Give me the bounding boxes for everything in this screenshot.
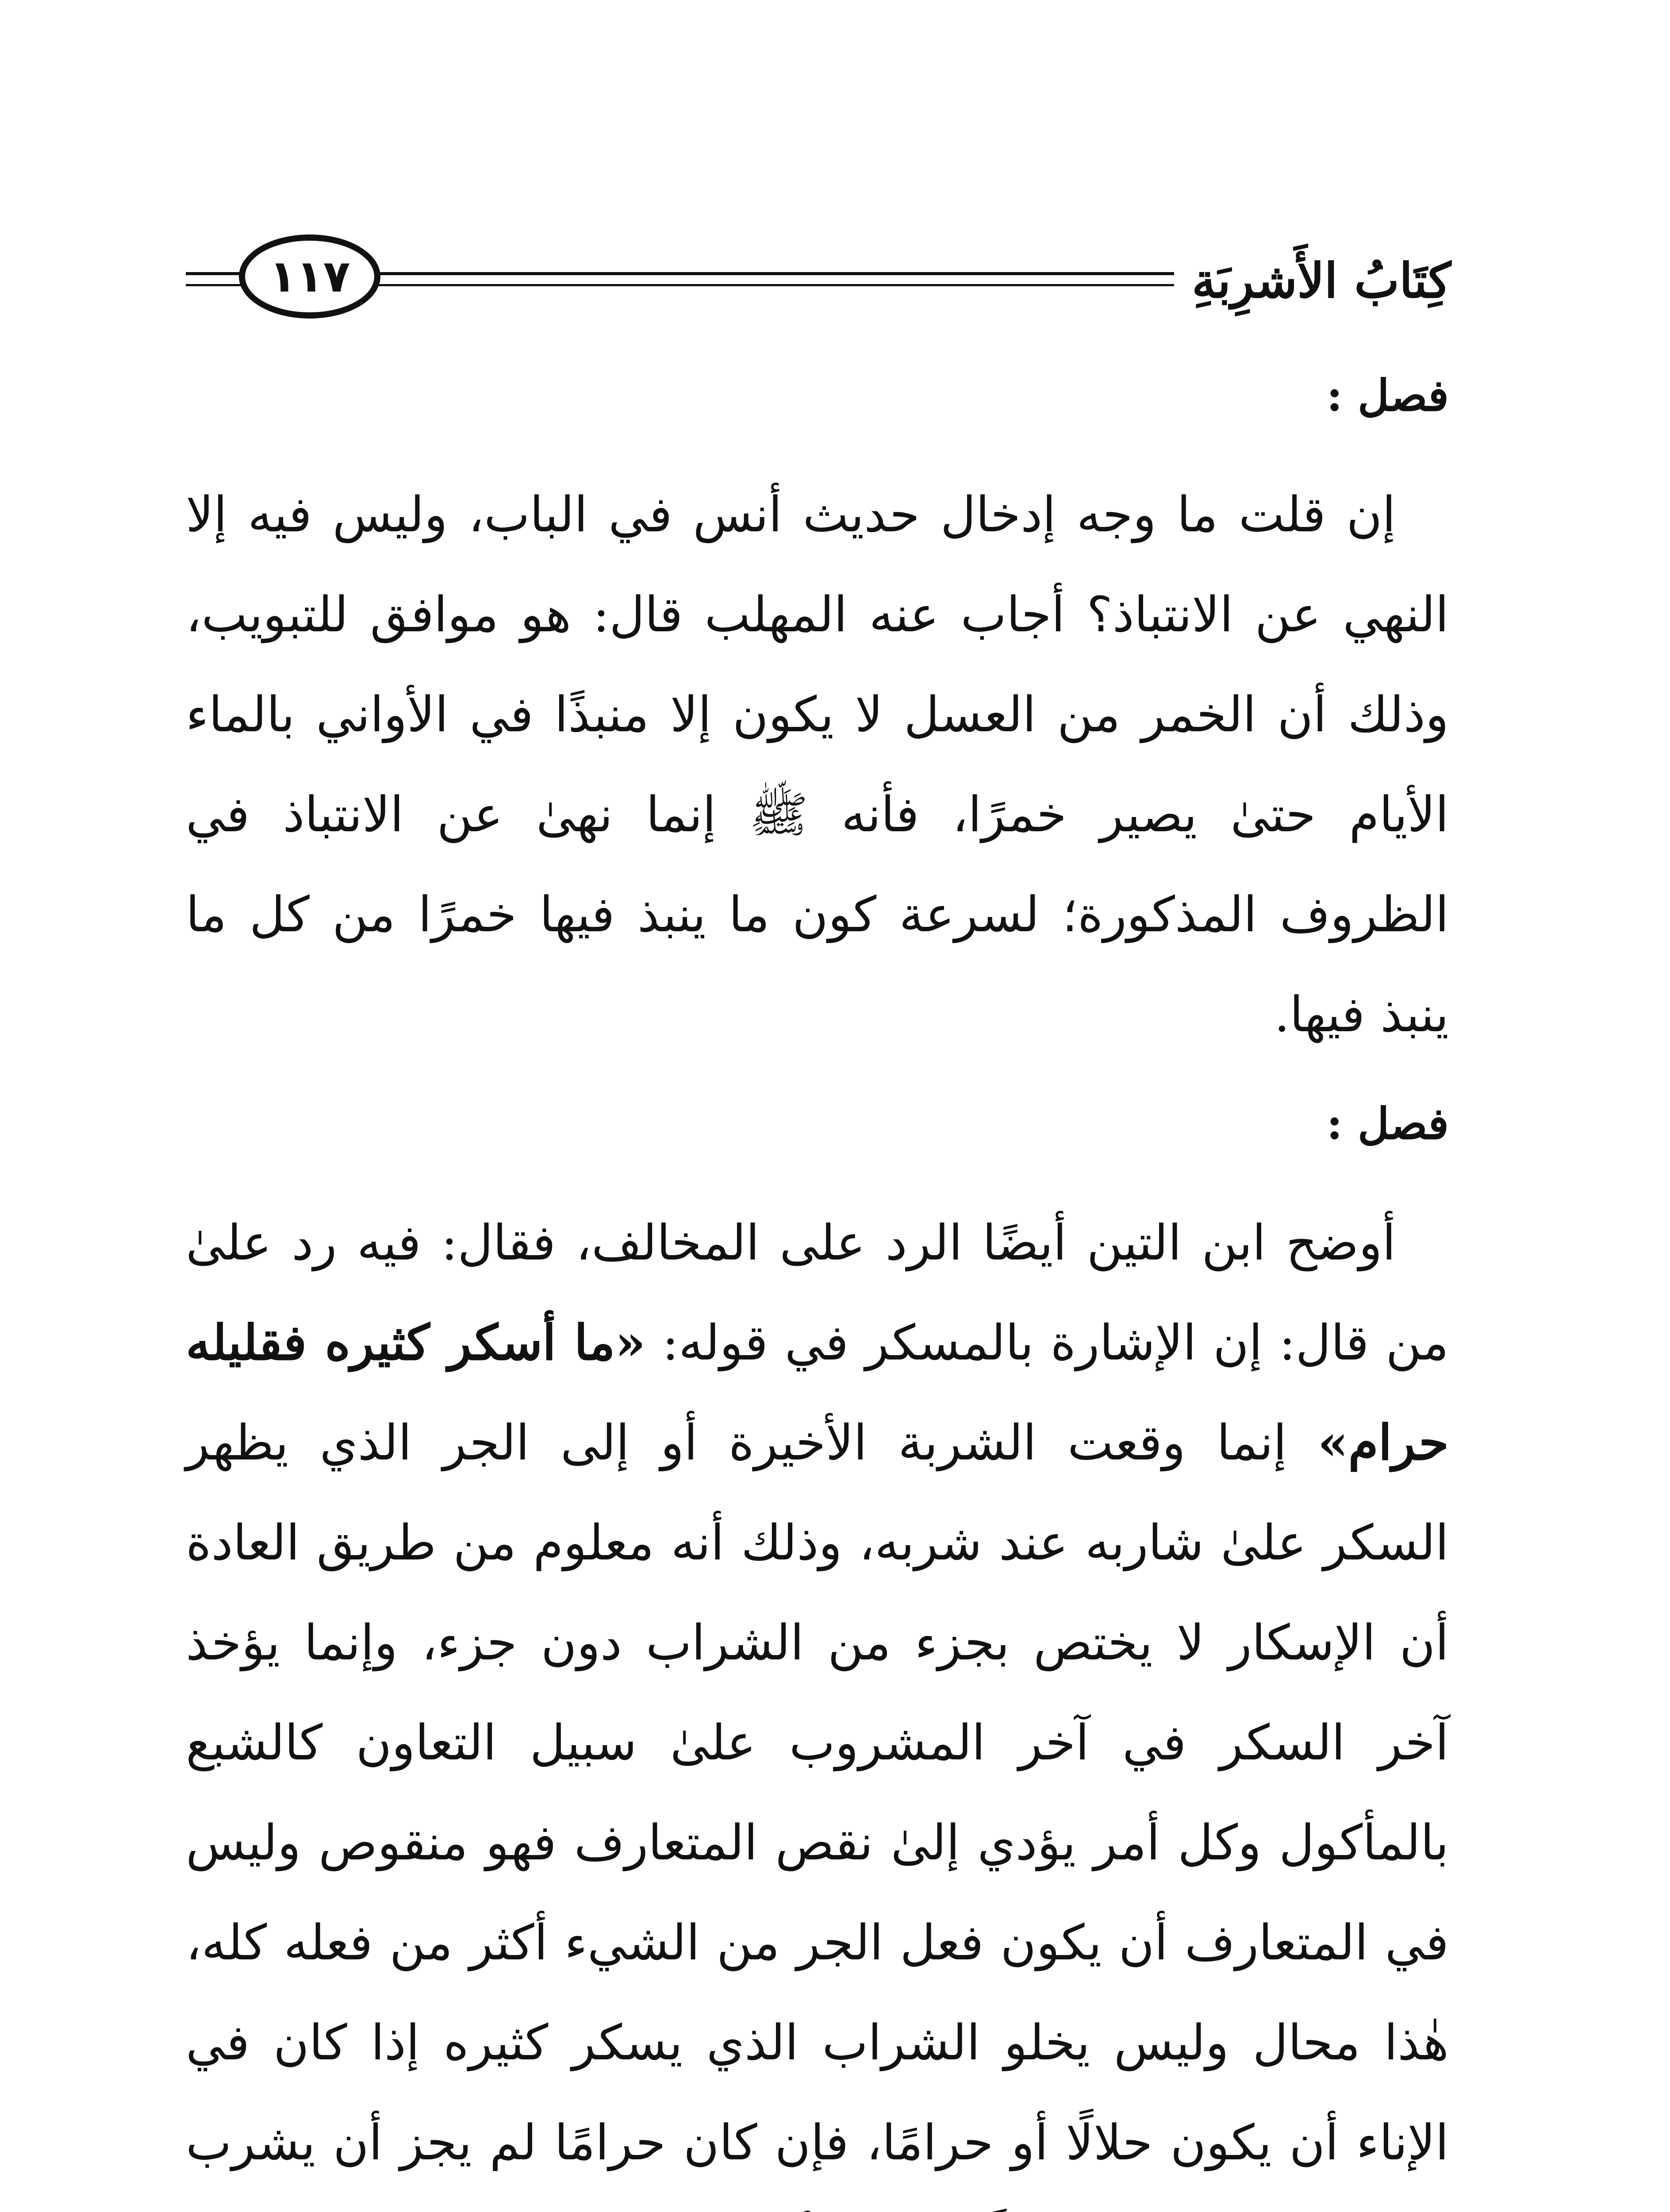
paragraph <box>186 465 1449 1064</box>
paragraph <box>186 1193 1449 2212</box>
page-number-badge <box>239 234 380 319</box>
section-heading: فصل : <box>1326 370 1449 421</box>
page-body <box>186 363 1449 2212</box>
section-heading: فصل : <box>1326 1098 1449 1149</box>
paragraph-text: إن قلت ما وجه إدخال حديث أنس في الباب، وليس فيه إلا النهي عن الانتباذ؟ أجاب عنه المهلب قال: هو موافق للتبويب، وذلك أن الخمر من العسل لا يكون إلا منبذًا في الأواني بالماء الأيام حتىٰ يصير خمرًا، فأنه ﷺ إنما نهىٰ عن الانتباذ في الظروف المذكورة؛ لسرعة كون ما ينبذ فيها خمرًا من كل ما ينبذ فيها. <box>186 486 1449 1043</box>
hadith-quote: «ما أسكر كثيره فقليله حرام» <box>186 1314 1449 1471</box>
paragraph-text: إنما وقعت الشربة الأخيرة أو إلى الجر الذي يظهر السكر علىٰ شاربه عند شربه، وذلك أنه معلوم من طريق العادة أن الإسكار لا يختص بجزء من الشراب دون جزء، وإنما يؤخذ آخر السكر في آخر المشروب علىٰ سبيل التعاون كالشبع بالمأكول وكل أمر يؤدي إلىٰ نقص المتعارف فهو منقوص وليس في المتعارف أن يكون فعل الجر من الشيء أكثر من فعله كله، هٰذا محال وليس يخلو الشراب الذي يسكر كثيره إذا كان في الإناء أن يكون حلالًا أو حرامًا، فإن كان حرامًا لم يجز أن يشرب <box>186 1414 1449 2171</box>
page-number: ١١٧ <box>269 250 350 302</box>
running-title: كِتَابُ الأَشرِبَةِ <box>1174 252 1464 310</box>
page-header <box>186 230 1464 319</box>
paragraph-text: أوضح ابن التين أيضًا الرد على المخالف، فقال: فيه رد علىٰ من قال: إن الإشارة بالمسكر في قوله: <box>186 1214 1449 1371</box>
